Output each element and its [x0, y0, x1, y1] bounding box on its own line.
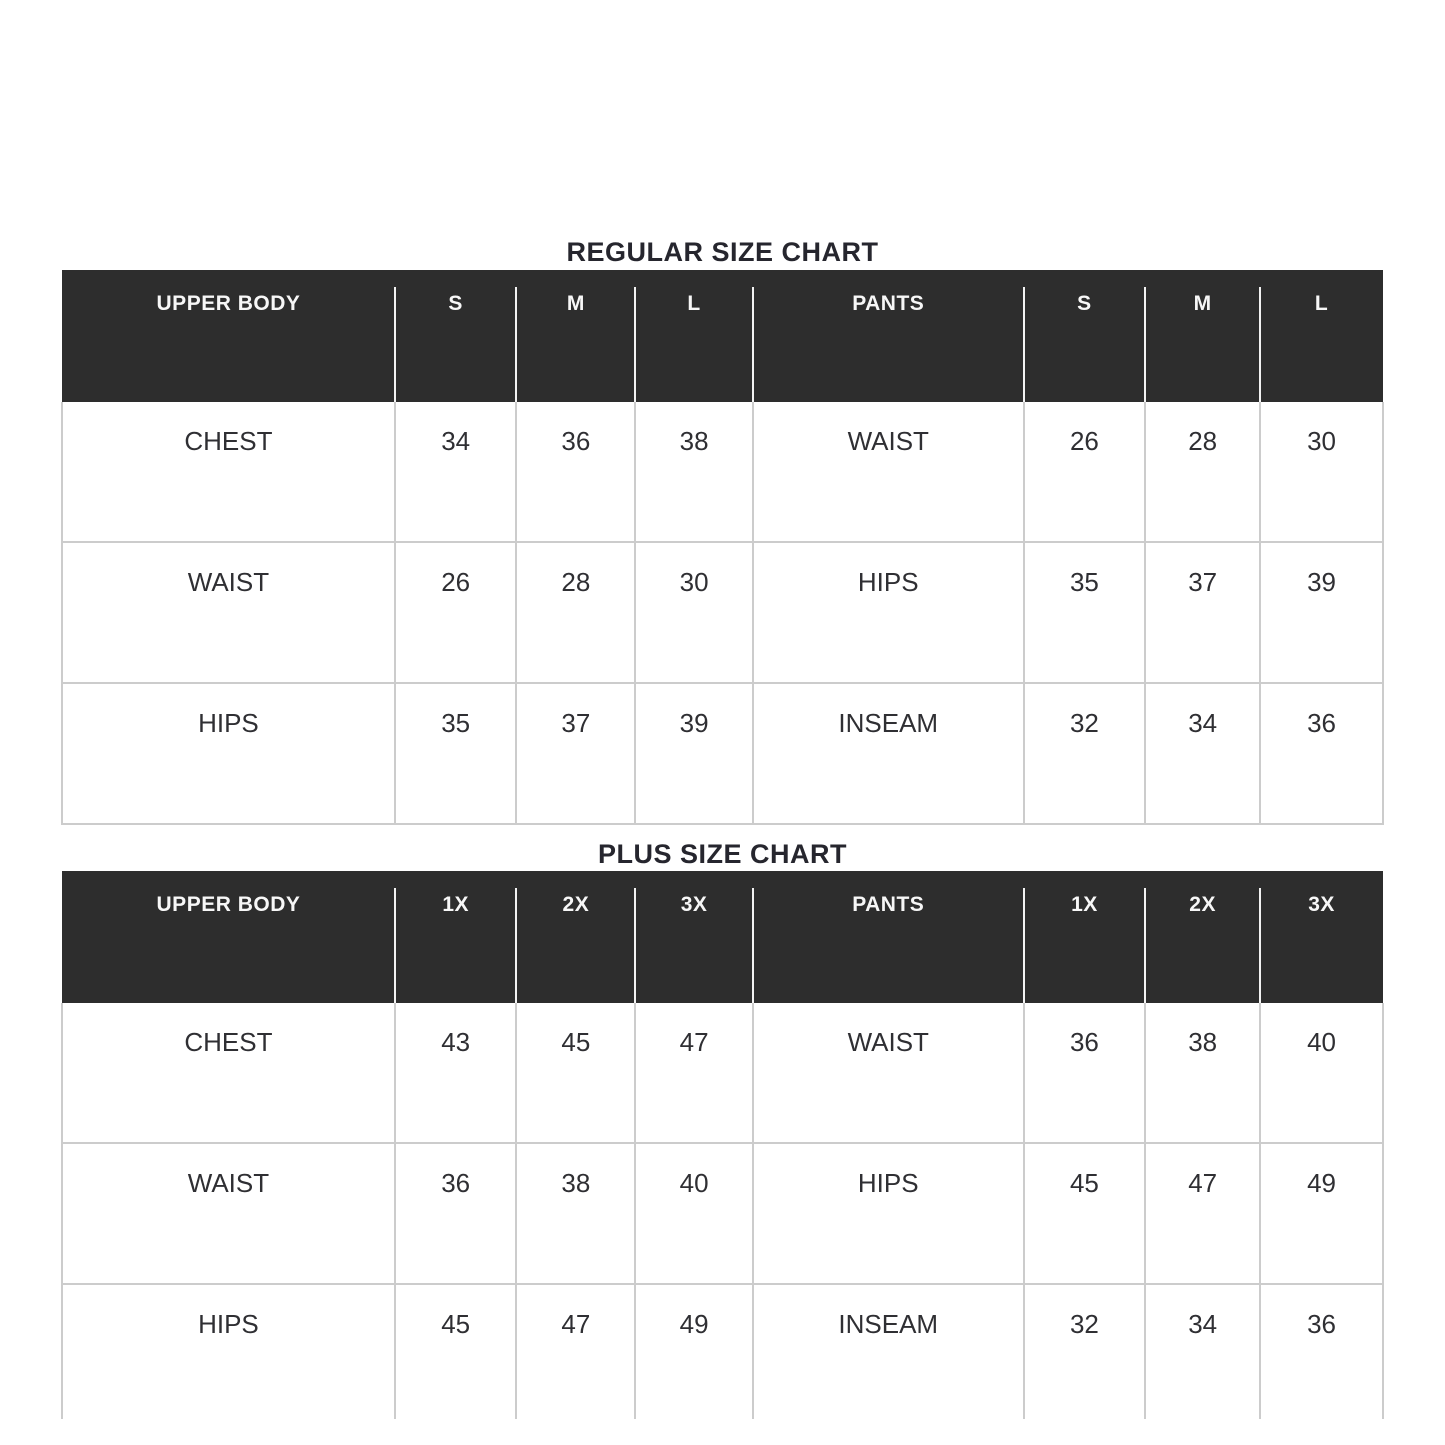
value-cell: 39 — [1260, 542, 1383, 683]
value-cell: 47 — [635, 1003, 753, 1143]
value-cell: 49 — [1260, 1143, 1383, 1284]
row-label-cell: WAIST — [62, 542, 395, 683]
value-cell: 36 — [1260, 683, 1383, 824]
header-cell-pants: PANTS — [753, 270, 1024, 402]
table-row — [62, 1143, 1383, 1284]
header-cell-size-l: L — [635, 270, 753, 402]
header-cell-size-2x: 2X — [516, 871, 635, 1003]
row-label-cell: INSEAM — [753, 683, 1024, 824]
value-cell: 39 — [635, 683, 753, 824]
value-cell: 38 — [516, 1143, 635, 1284]
header-row — [62, 270, 1383, 402]
value-cell: 37 — [516, 683, 635, 824]
header-cell-size-2x: 2X — [1145, 871, 1260, 1003]
header-cell-size-m: M — [516, 270, 635, 402]
value-cell: 38 — [635, 402, 753, 542]
table-row — [62, 1003, 1383, 1143]
header-row — [62, 871, 1383, 1003]
value-cell: 32 — [1024, 1284, 1146, 1419]
value-cell: 37 — [1145, 542, 1260, 683]
row-label-cell: WAIST — [753, 402, 1024, 542]
regular-chart-title: REGULAR SIZE CHART — [566, 237, 879, 267]
row-label-cell: HIPS — [62, 683, 395, 824]
value-cell: 28 — [1145, 402, 1260, 542]
header-cell-upper-body: UPPER BODY — [62, 270, 395, 402]
value-cell: 34 — [395, 402, 517, 542]
row-label-cell: HIPS — [753, 1143, 1024, 1284]
value-cell: 26 — [395, 542, 517, 683]
value-cell: 45 — [395, 1284, 517, 1419]
value-cell: 40 — [1260, 1003, 1383, 1143]
value-cell: 36 — [516, 402, 635, 542]
value-cell: 40 — [635, 1143, 753, 1284]
table-row — [62, 542, 1383, 683]
size-chart-content — [61, 0, 1384, 1419]
value-cell: 36 — [395, 1143, 517, 1284]
value-cell: 30 — [635, 542, 753, 683]
value-cell: 45 — [516, 1003, 635, 1143]
header-cell-size-l: L — [1260, 270, 1383, 402]
table-row — [62, 683, 1383, 824]
value-cell: 36 — [1024, 1003, 1146, 1143]
regular-size-chart-table — [61, 270, 1384, 825]
header-cell-size-3x: 3X — [1260, 871, 1383, 1003]
header-cell-size-m: M — [1145, 270, 1260, 402]
header-cell-size-1x: 1X — [1024, 871, 1146, 1003]
value-cell: 36 — [1260, 1284, 1383, 1419]
row-label-cell: CHEST — [62, 402, 395, 542]
header-cell-upper-body: UPPER BODY — [62, 871, 395, 1003]
table-row — [62, 1284, 1383, 1419]
value-cell: 35 — [395, 683, 517, 824]
value-cell: 30 — [1260, 402, 1383, 542]
plus-size-chart-section — [61, 839, 1384, 1419]
plus-chart-title: PLUS SIZE CHART — [597, 839, 847, 869]
value-cell: 28 — [516, 542, 635, 683]
row-label-cell: WAIST — [62, 1143, 395, 1284]
value-cell: 49 — [635, 1284, 753, 1419]
value-cell: 34 — [1145, 683, 1260, 824]
header-cell-size-s: S — [1024, 270, 1146, 402]
table-row — [62, 402, 1383, 542]
regular-size-chart-section — [61, 237, 1384, 825]
value-cell: 47 — [516, 1284, 635, 1419]
value-cell: 47 — [1145, 1143, 1260, 1284]
row-label-cell: HIPS — [62, 1284, 395, 1419]
header-cell-size-3x: 3X — [635, 871, 753, 1003]
header-cell-size-1x: 1X — [395, 871, 517, 1003]
header-cell-size-s: S — [395, 270, 517, 402]
header-cell-pants: PANTS — [753, 871, 1024, 1003]
value-cell: 26 — [1024, 402, 1146, 542]
value-cell: 32 — [1024, 683, 1146, 824]
value-cell: 34 — [1145, 1284, 1260, 1419]
value-cell: 45 — [1024, 1143, 1146, 1284]
row-label-cell: HIPS — [753, 542, 1024, 683]
row-label-cell: CHEST — [62, 1003, 395, 1143]
value-cell: 38 — [1145, 1003, 1260, 1143]
plus-size-chart-table — [61, 871, 1384, 1419]
value-cell: 35 — [1024, 542, 1146, 683]
value-cell: 43 — [395, 1003, 517, 1143]
row-label-cell: INSEAM — [753, 1284, 1024, 1419]
row-label-cell: WAIST — [753, 1003, 1024, 1143]
